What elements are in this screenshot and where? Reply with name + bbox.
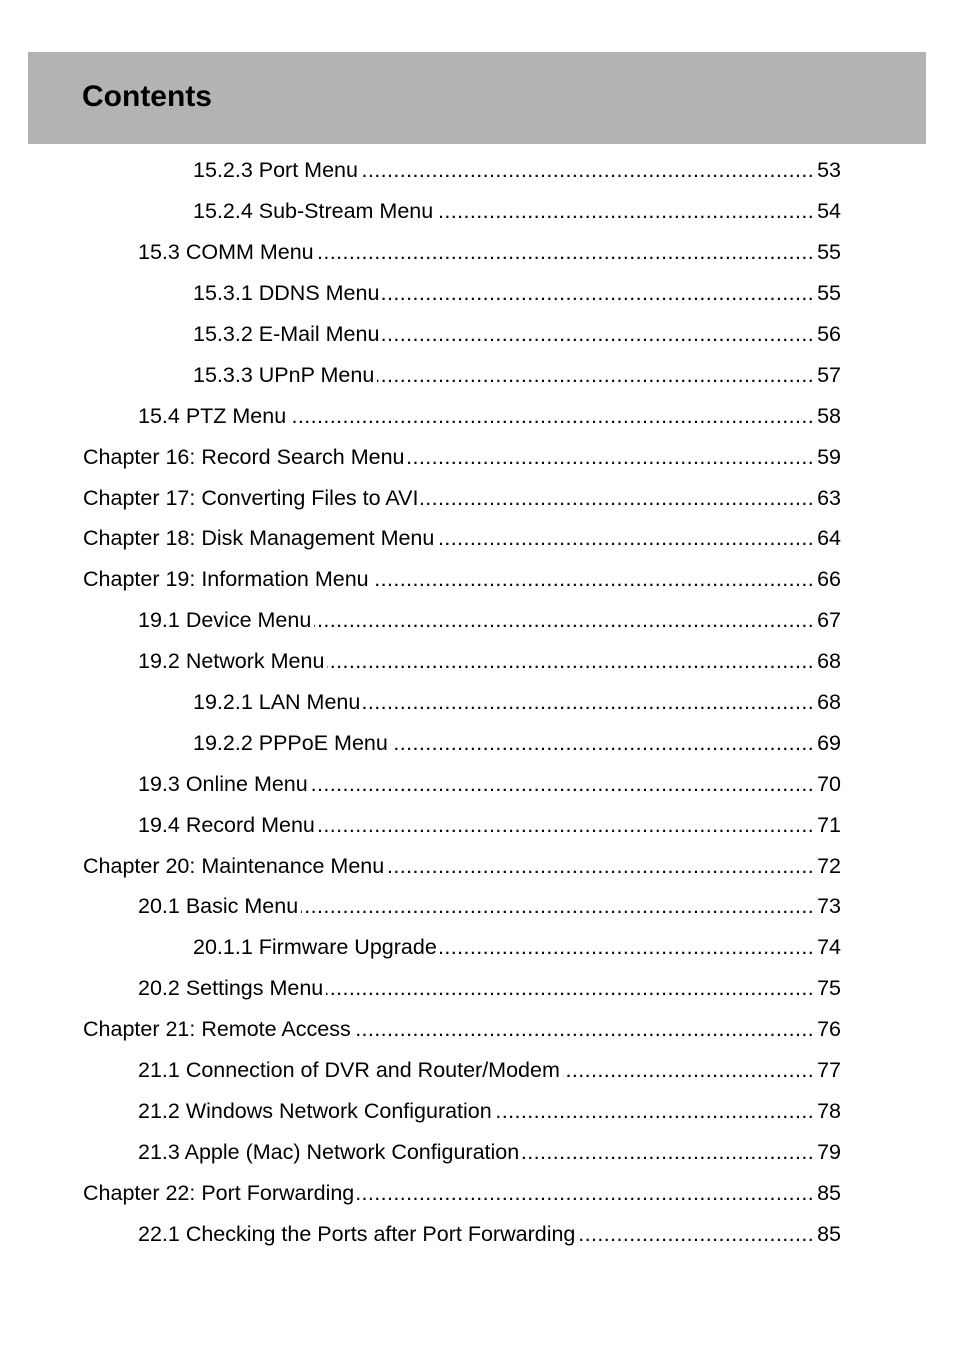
toc-dot-leader xyxy=(354,1016,814,1042)
toc-entry-title: 19.3 Online Menu xyxy=(138,771,308,796)
toc-entry-page-number: 58 xyxy=(817,403,841,428)
toc-entry[interactable] xyxy=(0,1213,954,1254)
toc-dot-leader xyxy=(440,934,814,960)
toc-entry-page-number: 70 xyxy=(817,771,841,796)
toc-entry[interactable] xyxy=(0,354,954,395)
toc-entry[interactable] xyxy=(0,191,954,232)
toc-entry-page-number: 66 xyxy=(817,567,841,592)
toc-entry-title: 19.2.2 PPPoE Menu xyxy=(193,730,388,755)
toc-entry[interactable] xyxy=(0,559,954,600)
toc-dot-leader xyxy=(372,566,814,592)
toc-entry[interactable] xyxy=(0,150,954,191)
toc-entry-page-number: 69 xyxy=(817,730,841,755)
toc-entry[interactable] xyxy=(0,886,954,927)
toc-entry-title: Chapter 21: Remote Access xyxy=(83,1017,351,1042)
toc-entry-page-number: 85 xyxy=(817,1180,841,1205)
toc-entry[interactable] xyxy=(0,1090,954,1131)
toc-entry-title: Chapter 16: Record Search Menu xyxy=(83,444,405,469)
toc-dot-leader xyxy=(437,525,814,551)
toc-entry-page-number: 68 xyxy=(817,690,841,715)
toc-entry-title: 21.2 Windows Network Configuration xyxy=(138,1098,492,1123)
page-title: Contents xyxy=(82,80,212,113)
toc-entry-page-number: 55 xyxy=(817,240,841,265)
toc-dot-leader xyxy=(314,607,814,633)
toc-entry-page-number: 74 xyxy=(817,935,841,960)
toc-entry[interactable] xyxy=(0,1131,954,1172)
toc-entry-page-number: 78 xyxy=(817,1098,841,1123)
toc-entry-page-number: 71 xyxy=(817,812,841,837)
toc-dot-leader xyxy=(301,893,814,919)
toc-entry[interactable] xyxy=(0,722,954,763)
toc-dot-leader xyxy=(327,648,814,674)
toc-entry-title: 19.1 Device Menu xyxy=(138,608,312,633)
toc-entry[interactable] xyxy=(0,641,954,682)
toc-entry-page-number: 55 xyxy=(817,281,841,306)
toc-entry-title: Chapter 22: Port Forwarding xyxy=(83,1180,355,1205)
toc-entry[interactable] xyxy=(0,395,954,436)
toc-entry-page-number: 64 xyxy=(817,526,841,551)
toc-entry-title: Chapter 18: Disk Management Menu xyxy=(83,526,435,551)
toc-dot-leader xyxy=(387,853,814,879)
toc-entry-title: 21.1 Connection of DVR and Router/Modem xyxy=(138,1058,560,1083)
toc-dot-leader xyxy=(382,280,814,306)
toc-dot-leader xyxy=(357,1180,814,1206)
toc-entry-page-number: 68 xyxy=(817,649,841,674)
toc-dot-leader xyxy=(563,1057,814,1083)
toc-entry-title: 15.4 PTZ Menu xyxy=(138,403,287,428)
toc-entry-page-number: 53 xyxy=(817,158,841,183)
toc-entry-page-number: 57 xyxy=(817,362,841,387)
toc-entry-page-number: 76 xyxy=(817,1017,841,1042)
toc-dot-leader xyxy=(289,403,814,429)
toc-entry[interactable] xyxy=(0,314,954,355)
toc-entry-page-number: 79 xyxy=(817,1139,841,1164)
toc-dot-leader xyxy=(436,198,814,224)
contents-header-bar xyxy=(28,52,926,144)
toc-entry-page-number: 73 xyxy=(817,894,841,919)
toc-entry-title: 15.3.1 DDNS Menu xyxy=(193,281,380,306)
toc-entry-page-number: 75 xyxy=(817,976,841,1001)
toc-entry[interactable] xyxy=(0,845,954,886)
toc-dot-leader xyxy=(311,771,814,797)
table-of-contents xyxy=(0,150,954,1254)
toc-entry-title: 20.1.1 Firmware Upgrade xyxy=(193,935,437,960)
toc-entry-page-number: 67 xyxy=(817,608,841,633)
toc-dot-leader xyxy=(377,362,814,388)
toc-entry-title: 15.2.3 Port Menu xyxy=(193,158,358,183)
toc-entry-title: 19.2 Network Menu xyxy=(138,649,325,674)
toc-entry-title: Chapter 19: Information Menu xyxy=(83,567,369,592)
toc-entry-page-number: 54 xyxy=(817,199,841,224)
toc-entry-title: 22.1 Checking the Ports after Port Forwarding xyxy=(138,1221,576,1246)
toc-entry-page-number: 77 xyxy=(817,1058,841,1083)
toc-dot-leader xyxy=(382,321,814,347)
toc-entry[interactable] xyxy=(0,1050,954,1091)
toc-dot-leader xyxy=(326,975,814,1001)
toc-entry[interactable] xyxy=(0,927,954,968)
toc-entry[interactable] xyxy=(0,763,954,804)
toc-dot-leader xyxy=(391,730,814,756)
toc-dot-leader xyxy=(578,1221,814,1247)
toc-entry-page-number: 59 xyxy=(817,444,841,469)
toc-entry[interactable] xyxy=(0,436,954,477)
toc-entry[interactable] xyxy=(0,273,954,314)
toc-entry-title: 15.3 COMM Menu xyxy=(138,240,314,265)
toc-dot-leader xyxy=(317,239,814,265)
toc-entry-title: 15.2.4 Sub-Stream Menu xyxy=(193,199,434,224)
toc-entry-title: 15.3.3 UPnP Menu xyxy=(193,362,375,387)
toc-entry-title: 20.2 Settings Menu xyxy=(138,976,324,1001)
toc-entry[interactable] xyxy=(0,968,954,1009)
toc-entry-title: 19.2.1 LAN Menu xyxy=(193,690,361,715)
toc-entry-title: 20.1 Basic Menu xyxy=(138,894,299,919)
toc-entry-title: 15.3.2 E-Mail Menu xyxy=(193,322,380,346)
toc-entry-title: Chapter 20: Maintenance Menu xyxy=(83,853,385,878)
toc-entry[interactable] xyxy=(0,804,954,845)
toc-entry[interactable] xyxy=(0,518,954,559)
toc-entry-title: 19.4 Record Menu xyxy=(138,812,315,837)
toc-entry-page-number: 72 xyxy=(817,853,841,878)
toc-dot-leader xyxy=(361,157,814,183)
toc-dot-leader xyxy=(318,812,814,838)
toc-entry[interactable] xyxy=(0,232,954,273)
toc-entry-page-number: 56 xyxy=(817,322,841,346)
toc-entry[interactable] xyxy=(0,682,954,723)
toc-entry-title: Chapter 17: Converting Files to AVI xyxy=(83,485,419,510)
toc-dot-leader xyxy=(407,444,814,470)
toc-entry-page-number: 63 xyxy=(817,485,841,510)
toc-entry[interactable] xyxy=(0,1009,954,1050)
toc-entry[interactable] xyxy=(0,600,954,641)
toc-entry[interactable] xyxy=(0,477,954,518)
toc-dot-leader xyxy=(363,689,814,715)
toc-entry[interactable] xyxy=(0,1172,954,1213)
toc-dot-leader xyxy=(495,1098,814,1124)
toc-dot-leader xyxy=(421,485,814,511)
toc-dot-leader xyxy=(522,1139,814,1165)
toc-entry-title: 21.3 Apple (Mac) Network Configuration xyxy=(138,1139,520,1164)
toc-entry-page-number: 85 xyxy=(817,1221,841,1246)
